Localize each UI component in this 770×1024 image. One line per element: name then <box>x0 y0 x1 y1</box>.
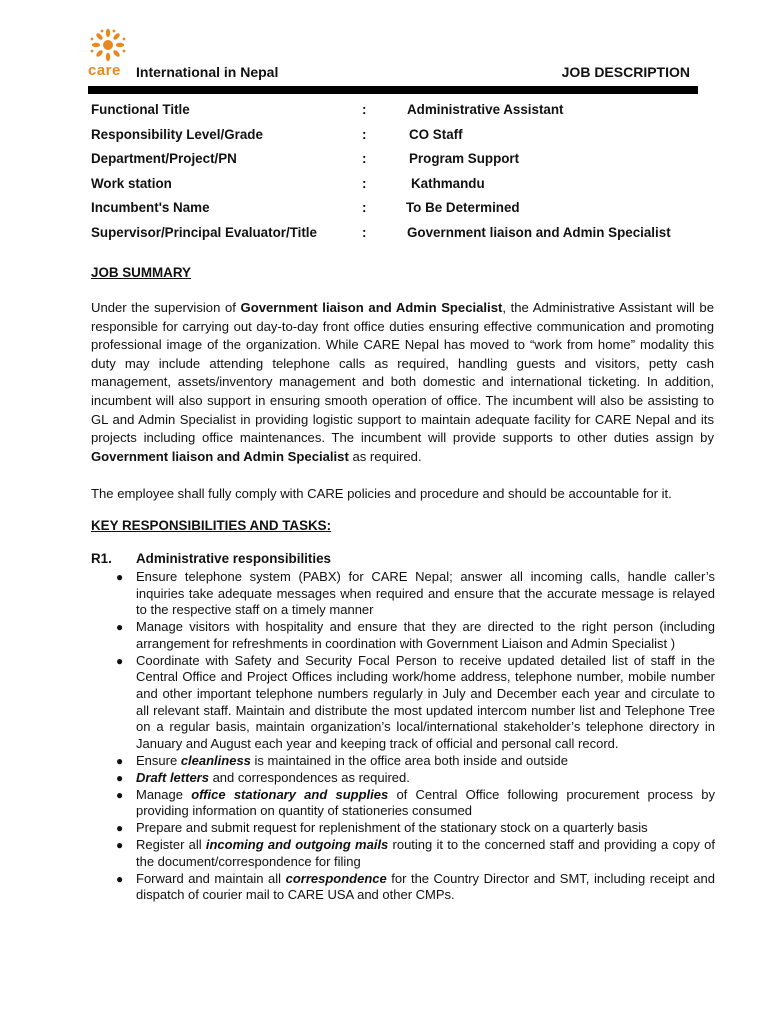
emphasis-text: correspondence <box>285 870 387 886</box>
info-value: CO Staff <box>409 126 463 142</box>
emphasis-text: office stationary and supplies <box>191 786 389 802</box>
text-run: Under the supervision of <box>91 300 241 315</box>
text-run: and correspondences as required. <box>208 769 410 785</box>
text-run: Ensure telephone system (PABX) for CARE Nepal; answer all incoming calls, handle caller’s inquiries take adequate messages when required and ensure that the accurate message is relayed to the respective staff on a timely manner <box>136 569 715 618</box>
info-label: Functional Title <box>91 102 190 117</box>
position-info-table <box>91 100 711 247</box>
list-item <box>91 753 715 770</box>
info-label: Responsibility Level/Grade <box>91 126 263 142</box>
list-item <box>91 653 715 753</box>
info-value: Program Support <box>409 151 520 166</box>
bullet-icon: ● <box>116 653 124 668</box>
info-row-department <box>91 149 711 174</box>
bullet-icon: ● <box>116 838 124 853</box>
text-run: Register all <box>136 837 206 853</box>
list-item <box>91 770 715 787</box>
info-separator: : <box>362 102 367 117</box>
responsibility-list <box>91 569 715 904</box>
info-row-responsibility-level <box>91 125 711 150</box>
responsibility-number: R1. <box>91 551 112 566</box>
info-value: Government liaison and Admin Specialist <box>407 224 671 240</box>
info-label: Work station <box>91 175 172 191</box>
care-logo-icon <box>88 28 128 64</box>
text-run: of Central Office following procurement process by providing information on quantity of stationeries consumed <box>136 786 715 819</box>
list-item <box>91 837 715 870</box>
emphasis-text: Government liaison and Admin Specialist <box>91 448 349 464</box>
info-value: To Be Determined <box>406 200 520 215</box>
text-run: Manage visitors with hospitality and ensure that they are directed to the right person (including arrangement for refreshments in coordination with Government Liaison and Admin Specialist ) <box>136 619 715 651</box>
emphasis-text: Draft letters <box>136 769 209 785</box>
info-separator: : <box>362 151 367 166</box>
job-summary-paragraph <box>91 299 714 466</box>
document-title: JOB DESCRIPTION <box>561 64 690 80</box>
key-responsibilities-heading: KEY RESPONSIBILITIES AND TASKS: <box>91 518 332 533</box>
bullet-icon: ● <box>116 620 124 635</box>
text-run: for the Country Director and SMT, including receipt and dispatch of courier mail to CARE USA and other CMPs. <box>136 870 715 903</box>
text-run: as required. <box>348 448 422 464</box>
emphasis-text: Government liaison and Admin Specialist <box>240 300 503 315</box>
bullet-icon: ● <box>116 871 124 886</box>
bullet-icon: ● <box>116 753 124 768</box>
info-separator: : <box>362 200 367 215</box>
info-row-incumbent <box>91 198 711 223</box>
list-item <box>91 820 715 837</box>
list-item <box>91 787 715 820</box>
care-logo-text: care <box>88 62 121 79</box>
text-run: Coordinate with Safety and Security Focal Person to receive updated detailed list of staff in the Central Office and Project Offices including work/home address, telephone number, mobile number and other important telephone numbers regularly in July and December each year and circulate to all relevant staff. Maintain and distribute the most updated intercom number list and Telephone Tree on a regular basis, maintain organization’s local/international stakeholder’s telephone directory in January and August each year and keeping track of official and personal call record. <box>136 652 715 751</box>
compliance-paragraph: The employee shall fully comply with CARE policies and procedure and should be accountable for it. <box>91 486 672 501</box>
info-label: Supervisor/Principal Evaluator/Title <box>91 224 317 240</box>
info-row-supervisor <box>91 223 711 248</box>
bullet-icon: ● <box>116 570 124 584</box>
text-run: Ensure <box>136 752 181 768</box>
info-separator: : <box>362 175 367 191</box>
emphasis-text: incoming and outgoing mails <box>205 837 389 853</box>
text-run: Forward and maintain all <box>136 870 286 886</box>
bullet-icon: ● <box>116 770 124 785</box>
info-label: Department/Project/PN <box>91 151 237 166</box>
info-value: Administrative Assistant <box>407 102 564 117</box>
text-run: routing it to the concerned staff and providing a copy of the document/correspondence for filing <box>136 837 715 869</box>
info-label: Incumbent's Name <box>91 200 210 215</box>
info-value: Kathmandu <box>411 175 485 191</box>
text-run: , the Administrative Assistant will be responsible for carrying out day-to-day front office duties ensuring effective communication and promoting professional image of the organization. While CARE Nepal has moved to “work from home” modality this duty may include attending telephone calls as required, handling guests and visitors, petty cash management, assets/inventory management and both domestic and international ticketing. In addition, incumbent will also support in ensuring smooth operation of office. The incumbent will also be assisting to GL and Admin Specialist in providing logistic support to maintain adequate facility for CARE Nepal and its projects including office maintenances. The incumbent will provide supports to other duties assign by <box>91 300 714 446</box>
info-separator: : <box>362 224 367 240</box>
list-item <box>91 871 715 904</box>
list-item <box>91 619 715 652</box>
list-item <box>91 569 715 619</box>
text-run: is maintained in the office area both inside and outside <box>250 752 568 768</box>
info-row-work-station <box>91 174 711 199</box>
bullet-icon: ● <box>116 787 124 802</box>
info-row-functional-title <box>91 100 711 125</box>
header-divider <box>88 86 698 94</box>
text-run: Prepare and submit request for replenishment of the stationary stock on a quarterly basis <box>136 820 648 836</box>
job-summary-heading: JOB SUMMARY <box>91 265 191 280</box>
emphasis-text: cleanliness <box>180 752 251 768</box>
text-run: Manage <box>136 786 192 802</box>
info-separator: : <box>362 126 367 142</box>
organization-name: International in Nepal <box>136 64 279 80</box>
bullet-icon: ● <box>116 821 124 836</box>
responsibility-title: Administrative responsibilities <box>136 551 331 566</box>
